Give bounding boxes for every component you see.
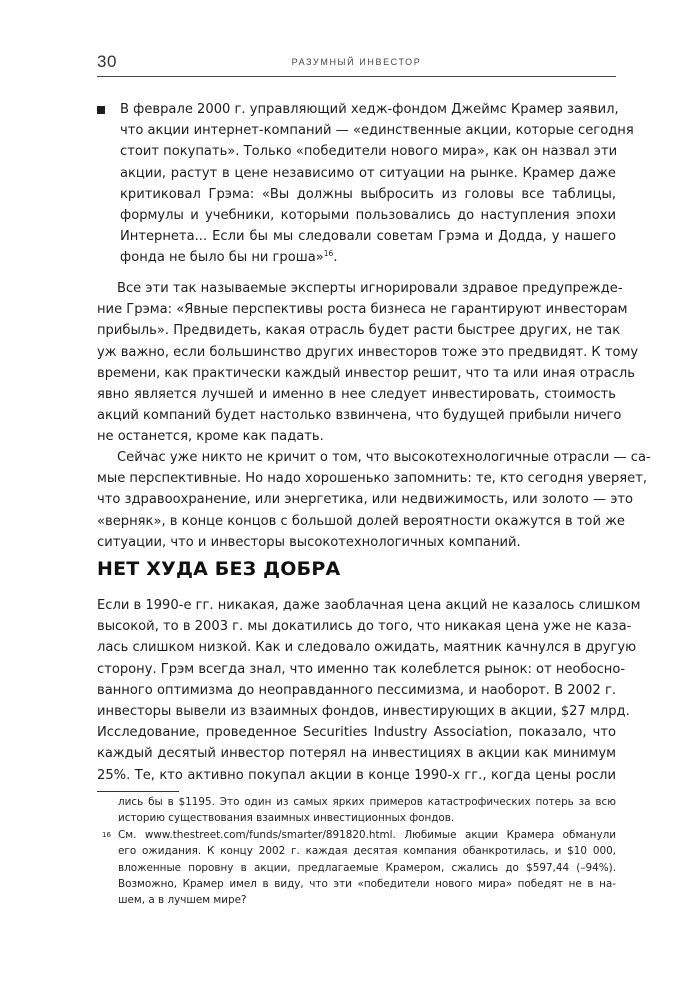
text-line: ситуации, что и инвесторы высокотехнологичных компаний. [97, 534, 521, 550]
text-line: лась слишком низкой. Как и следовало ожидать, маятник качнулся в другую [97, 640, 637, 656]
text-line: стоит покупать». Только «победители нового мира», как он назвал эти [120, 144, 618, 160]
footnote-line: его ожидания. К концу 2002 г. каждая десятая компания обанкротилась, и $10 000, [118, 845, 616, 858]
text-line: прибыль». Предвидеть, какая отрасль будет расти быстрее других, не так [97, 323, 621, 339]
footnote-divider [97, 791, 179, 792]
paragraph-pendulum [97, 595, 641, 786]
text-line: «верняк», в конце концов с большой долей вероятности окажутся в той же [97, 513, 625, 529]
text-fragment: фонда не было бы ни гроша» [120, 250, 324, 266]
text-line: что акции интернет-компаний — «единственные акции, которые сегодня [120, 123, 634, 139]
text-line: явно является лучшей и именно в нее следует инвестировать, стоимость [97, 387, 616, 403]
text-line: каждый десятый инвестор потерял на инвестициях в акции как минимум [97, 746, 616, 762]
text-line: критиковал Грэма: «Вы должны выбросить из головы все таблицы, [120, 186, 616, 202]
footnote-number: 16 [102, 830, 111, 839]
text-line: уж важно, если большинство других инвесторов тоже это предвидят. К тому [97, 344, 639, 360]
footnote-16 [102, 827, 616, 909]
text-line: формулы и учебники, которыми пользовались до наступления эпохи [120, 208, 616, 224]
text-line: высокой, то в 2003 г. мы докатились до того, что никакая цена уже не каза- [97, 619, 632, 635]
text-line: ванного оптимизма до неоправданного пессимизма, и наоборот. В 2002 г. [97, 682, 616, 698]
text-line: Если в 1990-е гг. никакая, даже заоблачная цена акций не казалось слишком [97, 598, 641, 613]
footnote-line: См. www.thestreet.com/funds/smarter/891820.html. Любимые акции Крамера обманули [118, 828, 616, 841]
text-line: В феврале 2000 г. управляющий хедж-фондом Джеймс Крамер заявил, [120, 102, 619, 117]
text-line: времени, как практически каждый инвестор решит, что та или иная отрасль [97, 365, 635, 381]
running-title: РАЗУМНЫЙ ИНВЕСТОР [291, 57, 422, 67]
footnotes [102, 794, 616, 909]
footnote-ref[interactable]: 16 [323, 249, 334, 259]
section-heading: НЕТ ХУДА БЕЗ ДОБРА [97, 558, 341, 580]
text-line: ние Грэма: «Явные перспективы роста бизнеса не гарантируют инвесторам [97, 302, 628, 318]
text-line: инвесторы вывели из взаимных фондов, инвестирующих в акции, $27 млрд. [97, 704, 630, 720]
text-line: Все эти так называемые эксперты игнорировали здравое предупрежде- [117, 281, 623, 296]
page-number: 30 [97, 52, 117, 71]
paragraph-high-tech [97, 447, 651, 553]
text-line: Интернета... Если бы мы следовали советам Грэма и Додда, у нашего [120, 229, 616, 245]
text-line: мые перспективные. Но надо хорошенько запомнить: те, кто сегодня уверяет, [97, 471, 648, 487]
footnote-line: лись бы в $1195. Это один из самых ярких примеров катастрофических потерь за всю [118, 796, 616, 808]
footnote-line: шем, а в лучшем мире? [118, 894, 247, 907]
text-line: Исследование, проведенное Securities Industry Association, показало, что [97, 725, 616, 741]
text-line: сторону. Грэм всегда знал, что именно так колеблется рынок: от необосно- [97, 661, 626, 677]
bullet-paragraph [120, 99, 634, 269]
text-line: акций компаний будет настолько взвинчена, что будущей прибыли ничего [97, 408, 622, 424]
footnote-line: вложенные поровну в акции, предлагаемые Крамером, сжались до $597,44 (–94%). [118, 861, 616, 874]
text-line: Сейчас уже никто не кричит о том, что высокотехнологичные отрасли — са- [117, 450, 651, 465]
text-fragment: . [333, 250, 338, 266]
bullet-square-icon [97, 106, 105, 114]
page-header [97, 52, 616, 77]
footnote-line: историю существования взаимных инвестиционных фондов. [118, 812, 455, 825]
text-line: не останется, кроме как падать. [97, 429, 324, 445]
text-line [120, 247, 616, 268]
paragraph-experts [97, 278, 639, 448]
text-line: что здравоохранение, или энергетика, или недвижимость, или золото — это [97, 492, 634, 508]
text-line: 25%. Те, кто активно покупал акции в конце 1990-х гг., когда цены росли [97, 767, 616, 783]
footnote-line: Возможно, Крамер имел в виду, что эти «победители нового мира» победят не в на- [118, 878, 616, 891]
text-line: акции, растут в цене независимо от ситуации на рынке. Крамер даже [120, 165, 616, 181]
